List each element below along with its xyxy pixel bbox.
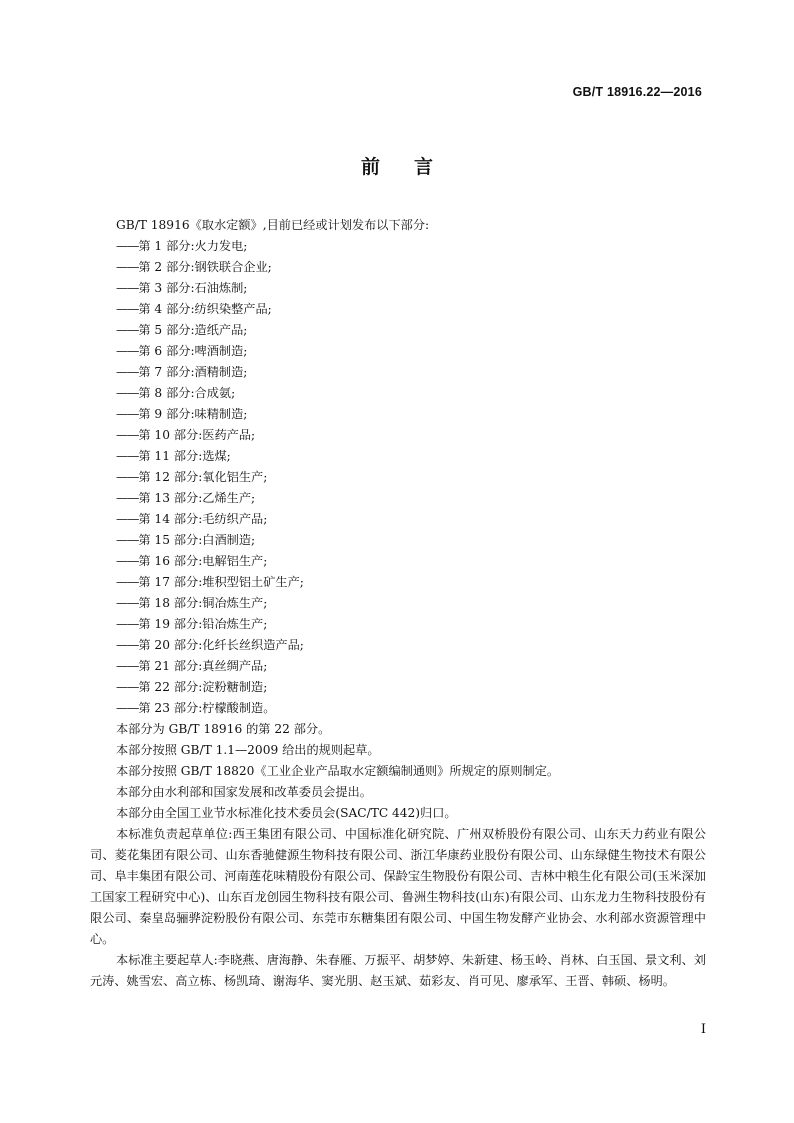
- part-label: 第 5 部分:造纸产品;: [138, 323, 248, 337]
- part-label: 第 3 部分:石油炼制;: [138, 281, 248, 295]
- part-label: 第 20 部分:化纤长丝织造产品;: [138, 638, 304, 652]
- list-dash: ——: [116, 344, 139, 358]
- list-dash: ——: [116, 596, 139, 610]
- part-list-item: [90, 425, 706, 446]
- part-list-item: [90, 383, 706, 404]
- list-dash: ——: [116, 533, 139, 547]
- part-label: 第 23 部分:柠檬酸制造。: [138, 701, 276, 715]
- part-list-item: [90, 593, 706, 614]
- part-list-item: [90, 236, 706, 257]
- part-label: 第 10 部分:医药产品;: [138, 428, 256, 442]
- part-label: 第 19 部分:铅冶炼生产;: [138, 617, 268, 631]
- part-label: 第 13 部分:乙烯生产;: [138, 491, 256, 505]
- list-dash: ——: [116, 323, 139, 337]
- part-label: 第 11 部分:选煤;: [138, 449, 231, 463]
- drafters: 本标准主要起草人:李晓燕、唐海静、朱春雁、万振平、胡梦婷、朱新建、杨玉岭、肖林、白玉国、景文利、刘元涛、姚雪宏、高立栋、杨凯琦、谢海华、窦光朋、赵玉斌、茹彩友、肖可见、廖承军、王晋、韩硕、杨明。: [90, 953, 706, 988]
- list-dash: ——: [116, 659, 139, 673]
- part-list-item: [90, 530, 706, 551]
- part-label: 第 14 部分:毛纺织产品;: [138, 512, 268, 526]
- part-list-item: [90, 404, 706, 425]
- part-list-item: [90, 488, 706, 509]
- list-dash: ——: [116, 428, 139, 442]
- part-list-item: [90, 320, 706, 341]
- part-label: 第 1 部分:火力发电;: [138, 239, 248, 253]
- list-dash: ——: [116, 302, 139, 316]
- part-label: 第 12 部分:氧化铝生产;: [138, 470, 268, 484]
- list-dash: ——: [116, 449, 139, 463]
- list-dash: ——: [116, 638, 139, 652]
- list-dash: ——: [116, 470, 139, 484]
- part-label: 第 8 部分:合成氨;: [138, 386, 236, 400]
- list-dash: ——: [116, 617, 139, 631]
- part-list-item: [90, 677, 706, 698]
- statement-line: 本部分由全国工业节水标准化技术委员会(SAC/TC 442)归口。: [116, 806, 457, 820]
- statement-line: 本部分为 GB/T 18916 的第 22 部分。: [116, 722, 331, 736]
- part-list-item: [90, 278, 706, 299]
- part-list-item: [90, 341, 706, 362]
- foreword-body: [90, 215, 706, 992]
- part-label: 第 15 部分:白酒制造;: [138, 533, 256, 547]
- part-list-item: [90, 362, 706, 383]
- statement-line: 本部分由水利部和国家发展和改革委员会提出。: [116, 785, 372, 799]
- list-dash: ——: [116, 680, 139, 694]
- part-list-item: [90, 551, 706, 572]
- drafting-units: 本标准负责起草单位:西王集团有限公司、中国标准化研究院、广州双桥股份有限公司、山东天力药业有限公司、菱花集团有限公司、山东香驰健源生物科技有限公司、浙江华康药业股份有限公司、山东绿健生物技术有限公司、阜丰集团有限公司、河南莲花味精股份有限公司、保龄宝生物股份有限公司、吉林中粮生化有限公司(玉米深加工国家工程研究中心)、山东百龙创园生物科技有限公司、鲁洲生物科技(山东)有限公司、山东龙力生物科技股份有限公司、秦皇岛骊骅淀粉股份有限公司、东莞市东糖集团有限公司、中国生物发酵产业协会、水利部水资源管理中心。: [90, 827, 706, 946]
- part-label: 第 7 部分:酒精制造;: [138, 365, 248, 379]
- list-dash: ——: [116, 365, 139, 379]
- list-dash: ——: [116, 239, 139, 253]
- intro-line: GB/T 18916《取水定额》,目前已经或计划发布以下部分:: [116, 218, 430, 232]
- part-list-item: [90, 509, 706, 530]
- list-dash: ——: [116, 554, 139, 568]
- page-title: 前言: [360, 156, 467, 178]
- part-label: 第 18 部分:铜冶炼生产;: [138, 596, 268, 610]
- part-label: 第 22 部分:淀粉糖制造;: [138, 680, 268, 694]
- part-label: 第 4 部分:纺织染整产品;: [138, 302, 272, 316]
- part-list-item: [90, 656, 706, 677]
- part-list-item: [90, 572, 706, 593]
- list-dash: ——: [116, 281, 139, 295]
- list-dash: ——: [116, 575, 139, 589]
- statements-list: [90, 719, 706, 824]
- part-label: 第 17 部分:堆积型铝土矿生产;: [138, 575, 304, 589]
- list-dash: ——: [116, 512, 139, 526]
- part-label: 第 9 部分:味精制造;: [138, 407, 248, 421]
- list-dash: ——: [116, 491, 139, 505]
- part-list-item: [90, 467, 706, 488]
- part-list-item: [90, 446, 706, 467]
- list-dash: ——: [116, 407, 139, 421]
- parts-list: [90, 236, 706, 719]
- statement-line: 本部分按照 GB/T 18820《工业企业产品取水定额编制通则》所规定的原则制定。: [116, 764, 560, 778]
- part-label: 第 16 部分:电解铝生产;: [138, 554, 268, 568]
- standard-number: GB/T 18916.22—2016: [572, 85, 702, 99]
- list-dash: ——: [116, 701, 139, 715]
- list-dash: ——: [116, 386, 139, 400]
- part-list-item: [90, 257, 706, 278]
- part-list-item: [90, 698, 706, 719]
- part-list-item: [90, 635, 706, 656]
- part-list-item: [90, 299, 706, 320]
- statement-line: 本部分按照 GB/T 1.1—2009 给出的规则起草。: [116, 743, 380, 757]
- list-dash: ——: [116, 260, 139, 274]
- part-label: 第 21 部分:真丝绸产品;: [138, 659, 268, 673]
- page-number: I: [700, 1022, 706, 1037]
- part-label: 第 2 部分:钢铁联合企业;: [138, 260, 272, 274]
- part-label: 第 6 部分:啤酒制造;: [138, 344, 248, 358]
- part-list-item: [90, 614, 706, 635]
